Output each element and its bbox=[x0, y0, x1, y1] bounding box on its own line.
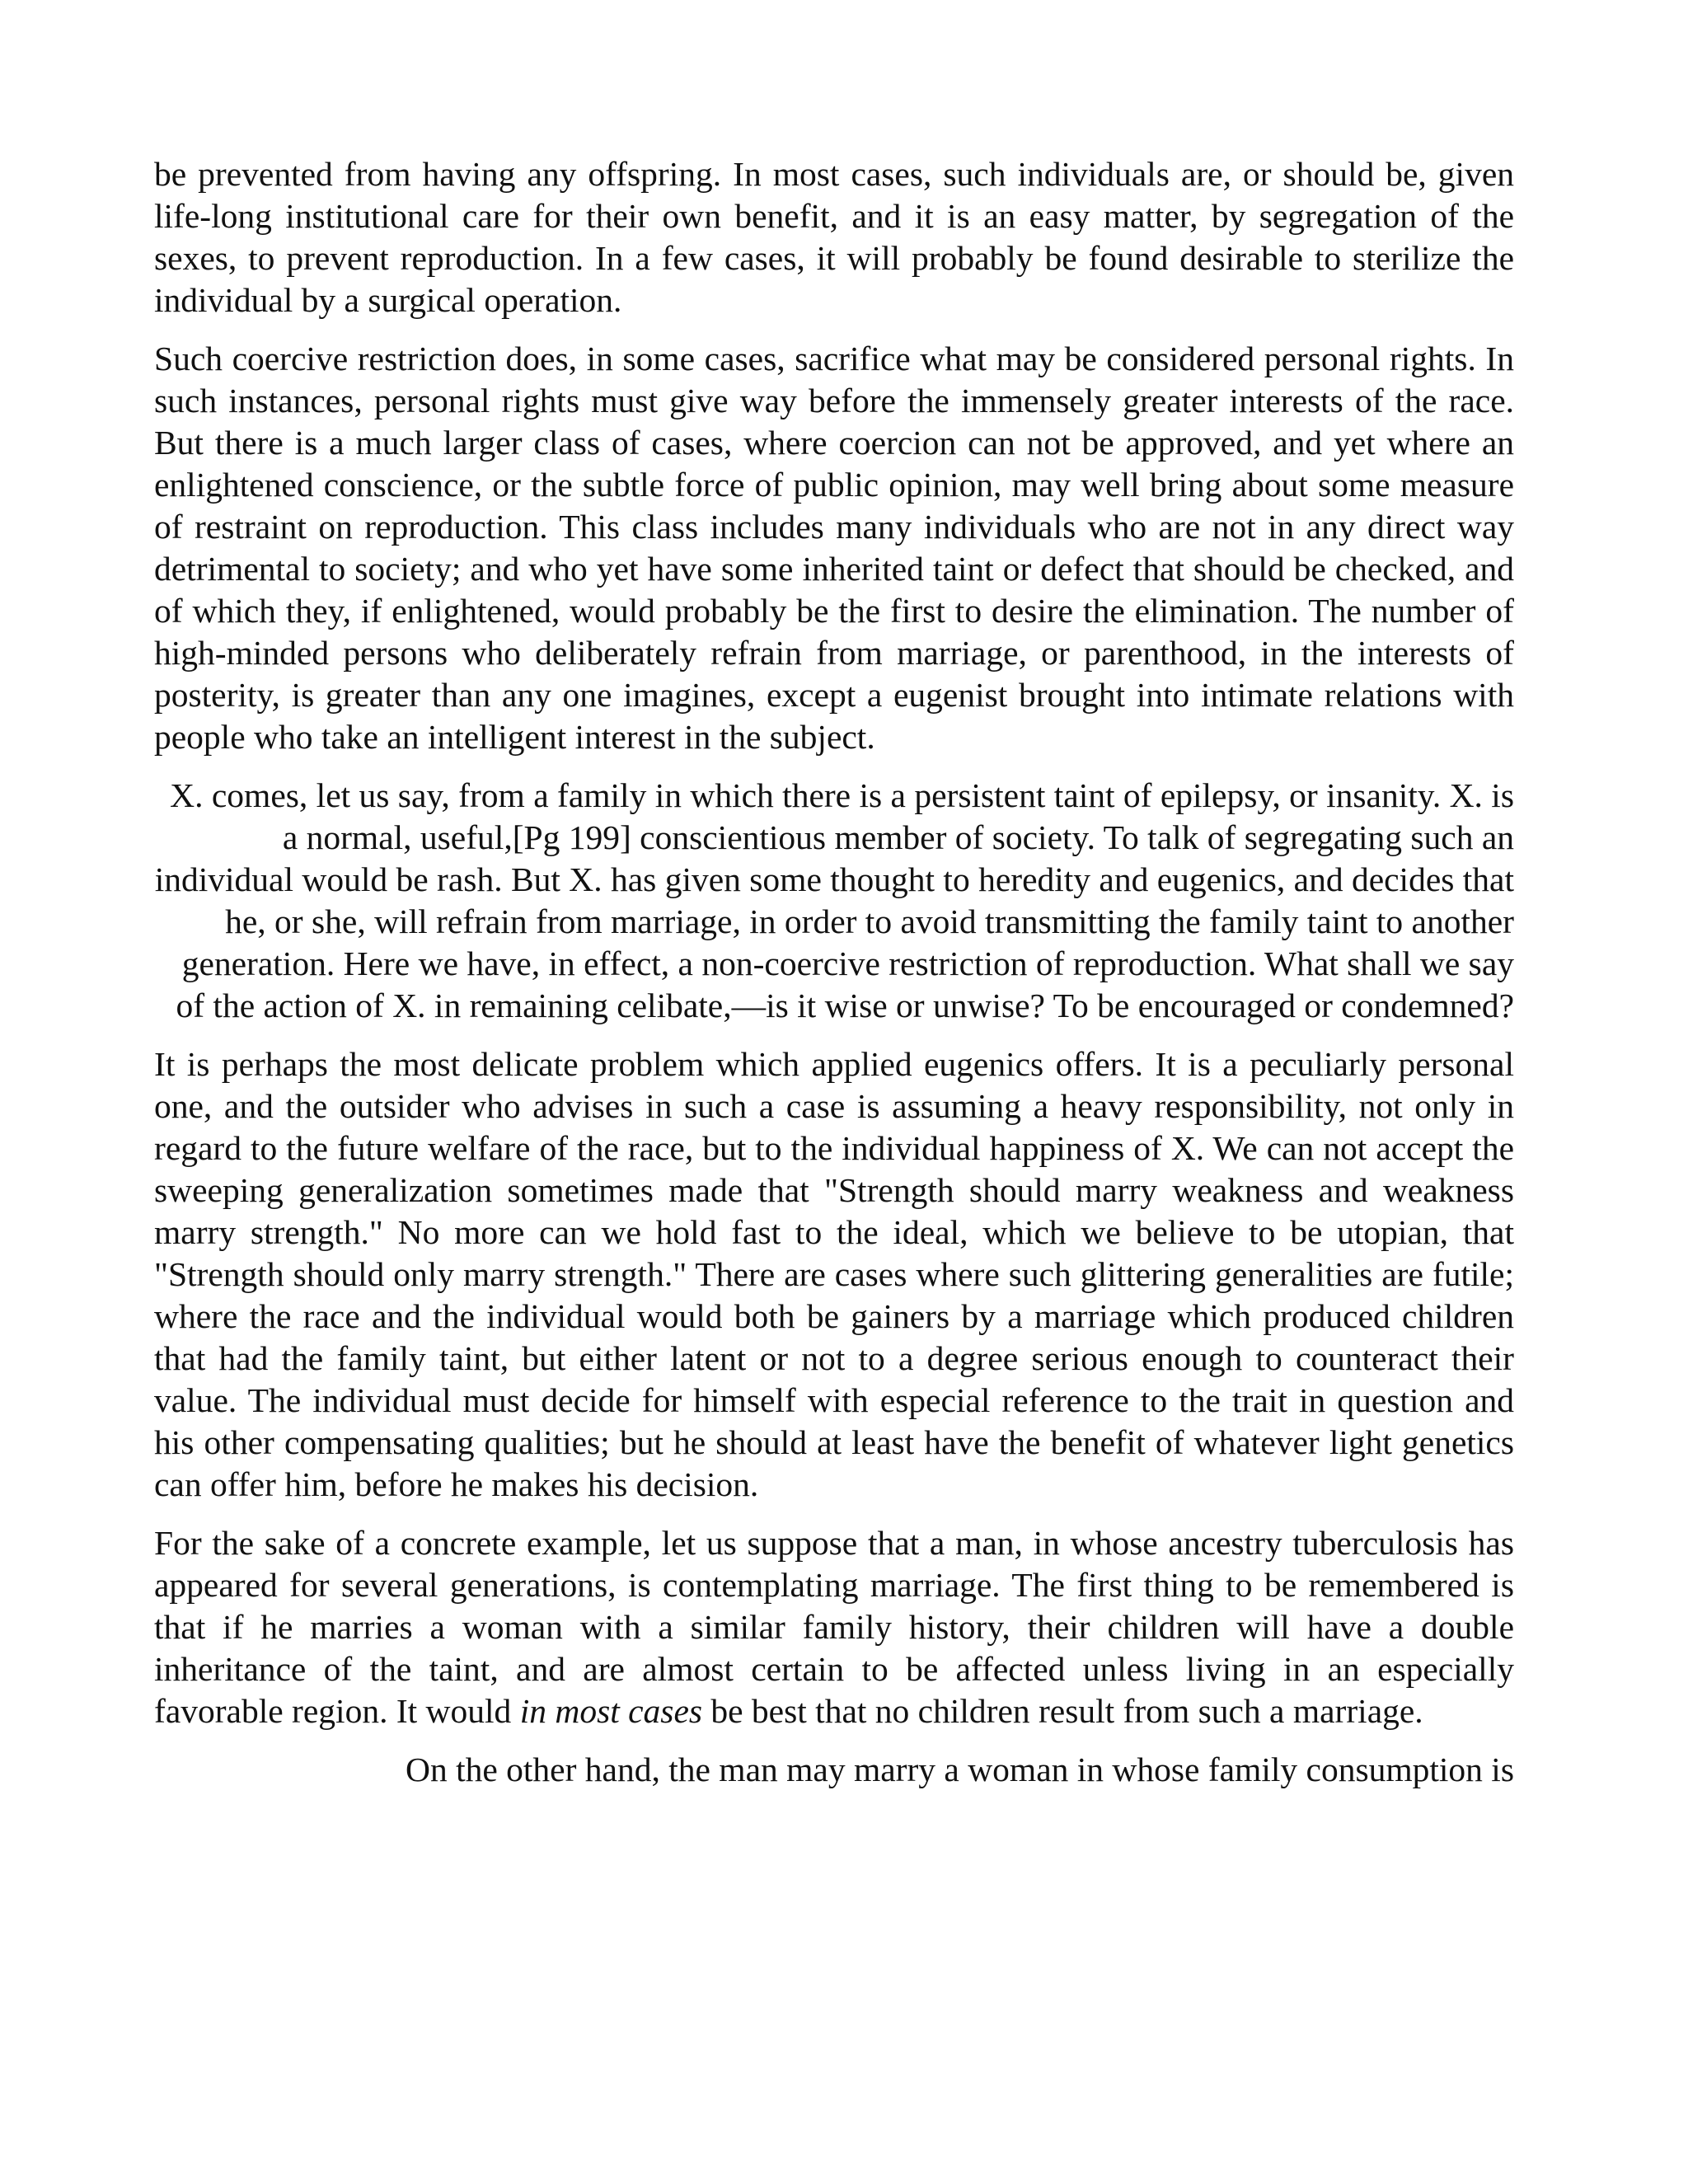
paragraph-5-text-before: For the sake of a concrete example, let us suppose that a man, in whose ancestry tuberculosis has appeared for several generations, is contemplating marriage. The first thing to be remembered is that if he marries a woman with a similar family history, their children will have a double inheritance of the taint, and are almost certain to be affected unless living in an especially favorable region. It would bbox=[154, 1524, 1514, 1730]
paragraph-4: It is perhaps the most delicate problem which applied eugenics offers. It is a peculiarly personal one, and the outsider who advises in such a case is assuming a heavy responsibility, not only in regard to the future welfare of the race, but to the individual happiness of X. We can not accept the sweeping generalization sometimes made that "Strength should marry weakness and weakness marry strength." No more can we hold fast to the ideal, which we believe to be utopian, that "Strength should only marry strength." There are cases where such glittering generalities are futile; where the race and the individual would both be gainers by a marriage which produced children that had the family taint, but either latent or not to a degree serious enough to counteract their value. The individual must decide for himself with especial reference to the trait in question and his other compensating qualities; but he should at least have the benefit of whatever light genetics can offer him, before he makes his decision. bbox=[154, 1045, 1514, 1503]
page-body bbox=[154, 153, 1514, 1791]
paragraph-5-italic-phrase: in most cases bbox=[519, 1692, 703, 1730]
paragraph-3-right-aligned: X. comes, let us say, from a family in which there is a persistent taint of epilepsy, or insanity. X. is a normal, useful,[Pg 199] conscientious member of society. To talk of segregating such an individual would be rash. But X. has given some thought to heredity and eugenics, and decides that he, or she, will refrain from marriage, in order to avoid transmitting the family taint to another generation. Here we have, in effect, a non-coercive restriction of reproduction. What shall we say of the action of X. in remaining celibate,—is it wise or unwise? To be encouraged or condemned? bbox=[154, 776, 1514, 1024]
paragraph-1: be prevented from having any offspring. In most cases, such individuals are, or should be, given life-long institutional care for their own benefit, and it is an easy matter, by segregation of the sexes, to prevent reproduction. In a few cases, it will probably be found desirable to sterilize the individual by a surgical operation. bbox=[154, 155, 1514, 319]
paragraph-5-text-after: be best that no children result from such a marriage. bbox=[710, 1692, 1423, 1730]
paragraph-2: Such coercive restriction does, in some cases, sacrifice what may be considered personal rights. In such instances, personal rights must give way before the immensely greater interests of the race. But there is a much larger class of cases, where coercion can not be approved, and yet where an enlightened conscience, or the subtle force of public opinion, may well bring about some measure of restraint on reproduction. This class includes many individuals who are not in any direct way detrimental to society; and who yet have some inherited taint or defect that should be checked, and of which they, if enlightened, would probably be the first to desire the elimination. The number of high-minded persons who deliberately refrain from marriage, or parenthood, in the interests of posterity, is greater than any one imagines, except a eugenist brought into intimate relations with people who take an intelligent interest in the subject. bbox=[154, 340, 1514, 756]
paragraph-5 bbox=[154, 1522, 1514, 1732]
paragraph-6-continues: On the other hand, the man may marry a woman in whose family consumption is bbox=[405, 1750, 1514, 1788]
